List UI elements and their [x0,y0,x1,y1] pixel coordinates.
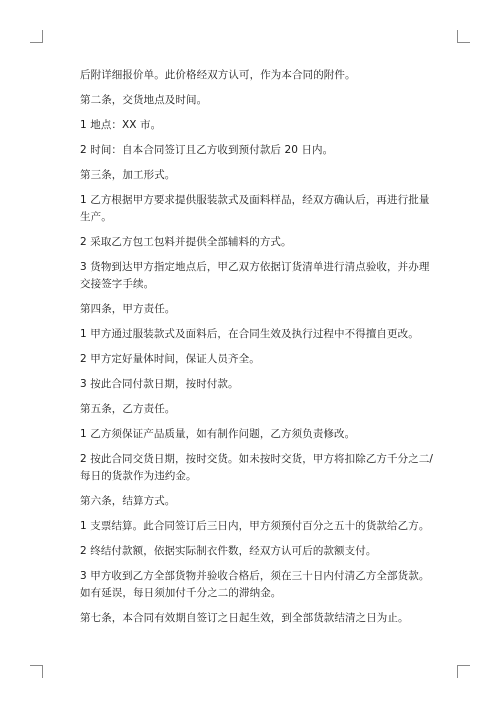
paragraph: 3 甲方收到乙方全部货物并验收合格后，须在三十日内付清乙方全部货款。如有延误，每日须加付千分之二的滞纳金。 [80,570,430,599]
crop-mark-top-right [457,30,470,43]
article-3-heading: 第三条，加工形式。 [80,169,176,181]
paragraph: 2 甲方定好量体时间，保证人员齐全。 [80,353,260,365]
article-6-heading: 第六条，结算方式。 [80,495,176,507]
article-4-heading: 第四条，甲方责任。 [80,303,176,315]
paragraph: 1 地点：XX 市。 [80,119,162,131]
paragraph: 2 采取乙方包工包料并提供全部辅料的方式。 [80,236,292,248]
paragraph: 3 货物到达甲方指定地点后，甲乙双方依据订货清单进行清点验收，并办理交接签字手续。 [80,261,430,290]
article-5-heading: 第五条，乙方责任。 [80,403,176,415]
document-body [80,67,440,635]
crop-mark-bottom-right [457,665,470,678]
article-7-paragraph: 第七条，本合同有效期自签订之日起生效，到全部货款结清之日为止。 [80,612,409,624]
crop-mark-top-left [30,30,43,43]
paragraph-attachment-note: 后附详细报价单。此价格经双方认可，作为本合同的附件。 [80,69,356,81]
paragraph: 1 甲方通过服装款式及面料后，在合同生效及执行过程中不得擅自更改。 [80,328,419,340]
crop-mark-bottom-left [30,665,43,678]
paragraph: 2 终结付款额，依据实际制衣件数，经双方认可后的款额支付。 [80,545,377,557]
paragraph: 2 时间：自本合同签订且乙方收到预付款后 20 日内。 [80,144,334,156]
paragraph: 1 乙方须保证产品质量，如有制作问题，乙方须负责修改。 [80,428,356,440]
paragraph: 2 按此合同交货日期，按时交货。如未按时交货，甲方将扣除乙方千分之二/每日的货款作为违约金。 [80,453,434,482]
article-2-heading: 第二条，交货地点及时间。 [80,94,208,106]
paragraph: 1 支票结算。此合同签订后三日内，甲方须预付百分之五十的货款给乙方。 [80,520,430,532]
paragraph: 1 乙方根据甲方要求提供服装款式及面料样品，经双方确认后，再进行批量生产。 [80,194,430,223]
paragraph: 3 按此合同付款日期，按时付款。 [80,378,239,390]
